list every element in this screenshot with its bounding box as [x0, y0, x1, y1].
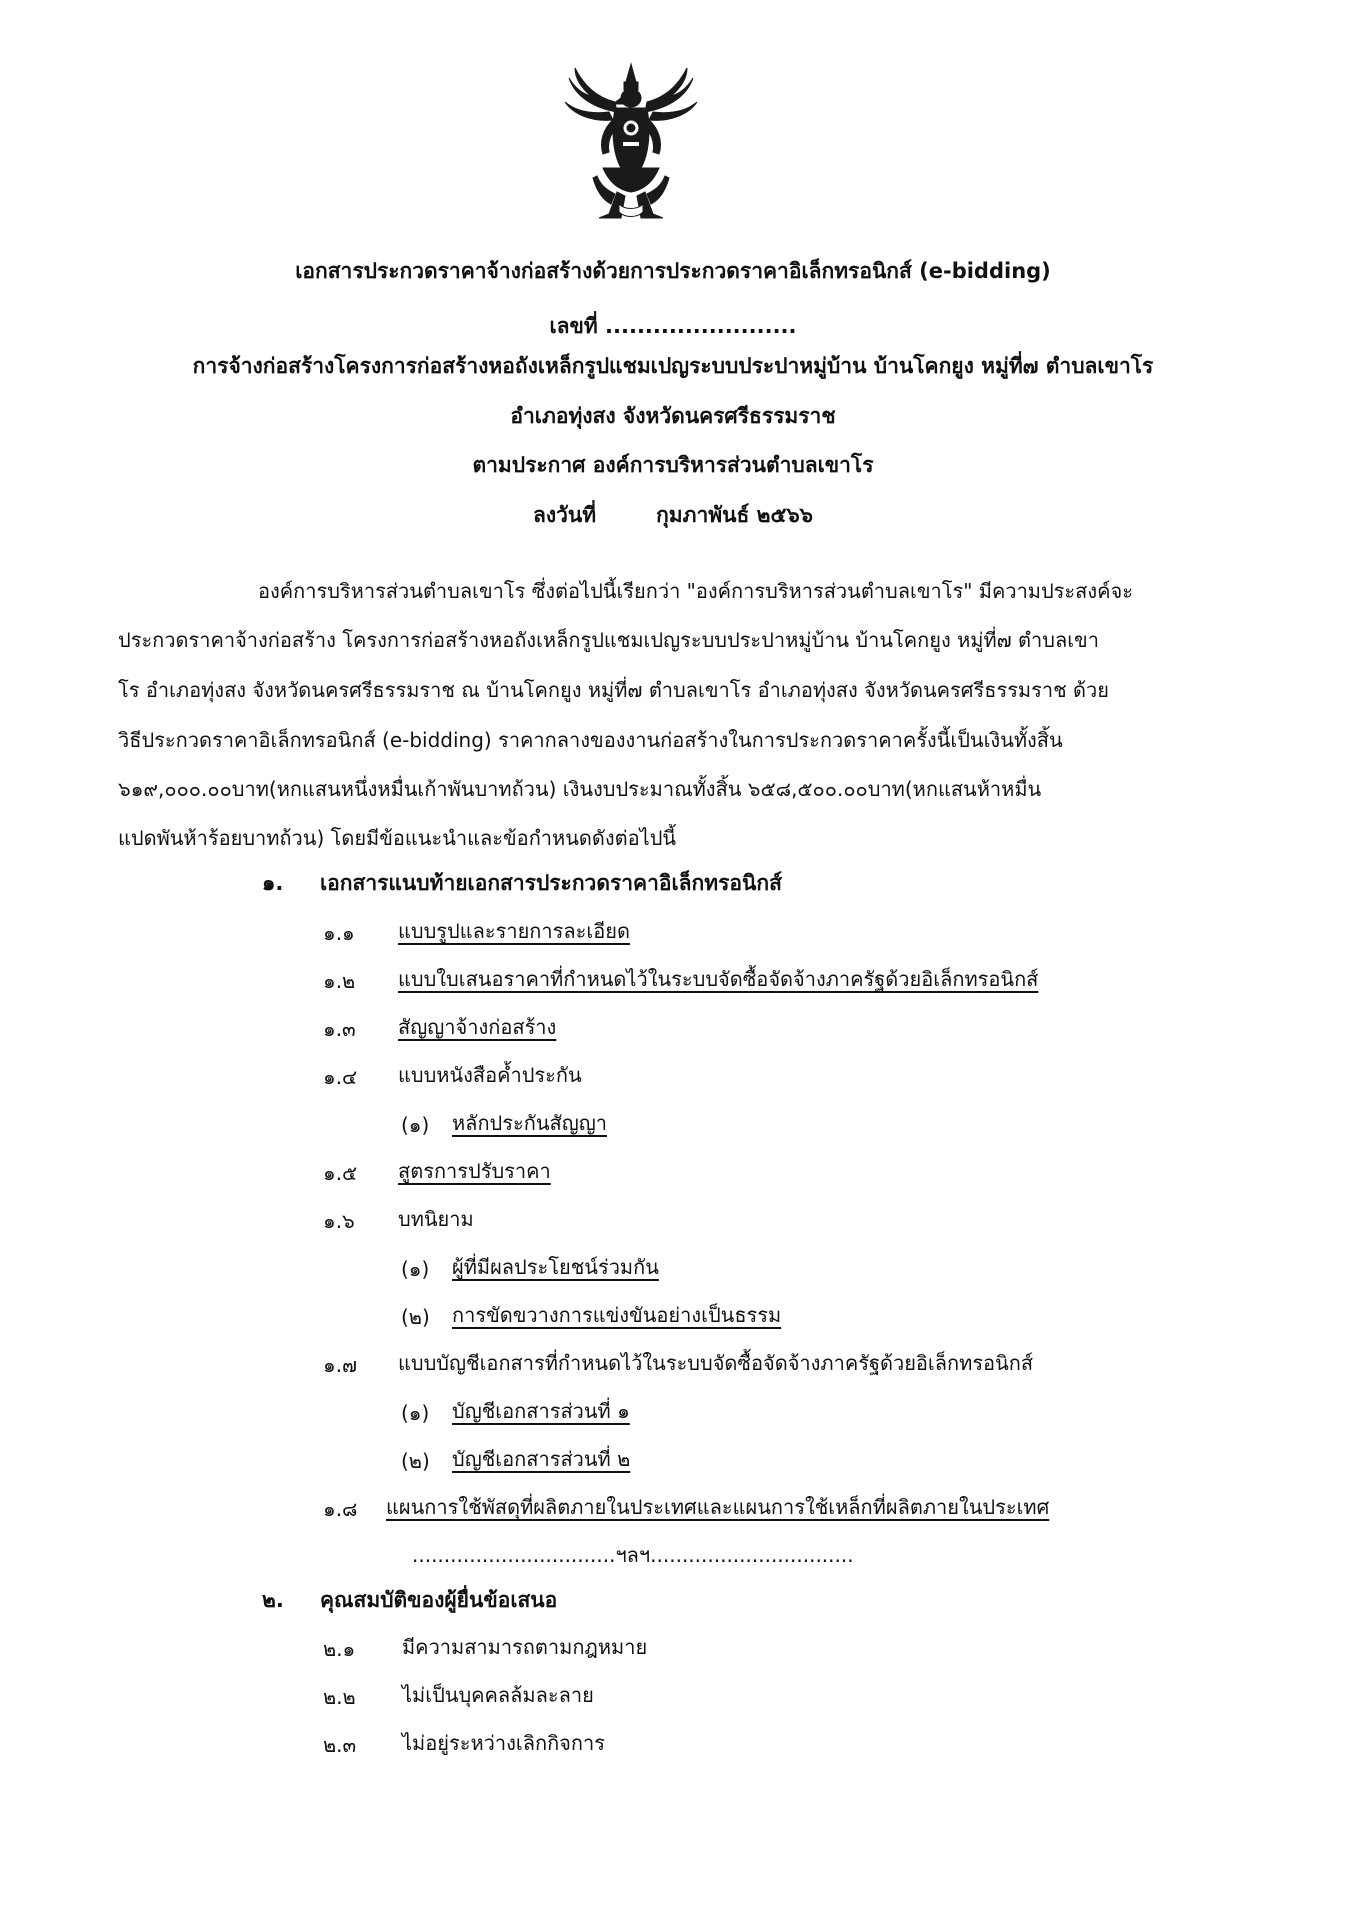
attachment-link[interactable]: ผู้ที่มีผลประโยชน์ร่วมกัน — [452, 1255, 659, 1279]
attachment-link[interactable]: แบบใบเสนอราคาที่กำหนดไว้ในระบบจัดซื้อจัดจ้างภาครัฐด้วยอิเล็กทรอนิกส์ — [398, 967, 1039, 991]
section1-title: เอกสารแนบท้ายเอกสารประกวดราคาอิเล็กทรอนิกส์ — [320, 871, 782, 895]
list-item-number: ๒.๓ — [323, 1733, 357, 1757]
list-subitem-number: (๑) — [401, 1113, 430, 1137]
attachment-link[interactable]: สัญญาจ้างก่อสร้าง — [398, 1015, 557, 1039]
list-item-text: ไม่อยู่ระหว่างเลิกกิจการ — [402, 1731, 605, 1755]
intro-line: แปดพันห้าร้อยบาทถ้วน) โดยมีข้อแนะนำและข้อกำหนดดังต่อไปนี้ — [118, 826, 677, 850]
list-subitem-number: (๑) — [401, 1401, 430, 1425]
list-subitem-number: (๒) — [401, 1305, 430, 1329]
intro-line: ๖๑๙,๐๐๐.๐๐บาท(หกแสนหนึ่งหมื่นเก้าพันบาทถ้วน) เงินงบประมาณทั้งสิ้น ๖๕๘,๕๐๐.๐๐บาท(หกแสนห้าหมื่น — [118, 777, 1042, 801]
attachment-link[interactable]: การขัดขวางการแข่งขันอย่างเป็นธรรม — [452, 1303, 782, 1327]
attachment-link[interactable]: บัญชีเอกสารส่วนที่ ๑ — [452, 1399, 630, 1423]
intro-line: โร อำเภอทุ่งสง จังหวัดนครศรีธรรมราช ณ บ้านโคกยูง หมู่ที่๗ ตำบลเขาโร อำเภอทุ่งสง จังหวัดนครศรีธรรมราช ด้วย — [118, 678, 1109, 702]
section2-title: คุณสมบัติของผู้ยื่นข้อเสนอ — [320, 1588, 558, 1612]
continuation-marker: ................................ฯลฯ................................ — [412, 1543, 854, 1567]
attachment-link[interactable]: แผนการใช้พัสดุที่ผลิตภายในประเทศและแผนการใช้เหล็กที่ผลิตภายในประเทศ — [386, 1495, 1050, 1519]
announcement-date — [0, 502, 1346, 528]
attachment-link[interactable]: สูตรการปรับราคา — [398, 1159, 551, 1183]
attachment-link[interactable]: บัญชีเอกสารส่วนที่ ๒ — [452, 1447, 631, 1471]
list-item-number: ๑.๗ — [323, 1353, 358, 1377]
section1-number: ๑. — [262, 871, 284, 895]
date-value: กุมภาพันธ์ ๒๕๖๖ — [656, 503, 814, 527]
list-item-number: ๑.๖ — [323, 1209, 355, 1233]
list-item-text: มีความสามารถตามกฎหมาย — [402, 1635, 648, 1659]
attachment-link[interactable]: หลักประกันสัญญา — [452, 1111, 608, 1135]
list-item-text: บทนิยาม — [398, 1207, 474, 1231]
list-item-number: ๒.๒ — [323, 1685, 356, 1709]
section2-number: ๒. — [262, 1588, 284, 1612]
project-title-line1: การจ้างก่อสร้างโครงการก่อสร้างหอถังเหล็กรูปแชมเปญระบบประปาหมู่บ้าน บ้านโคกยูง หมู่ที่๗ ตำบลเขาโร — [192, 354, 1154, 378]
list-item-number: ๑.๕ — [323, 1161, 358, 1185]
document-number: เลขที่ ........................ — [549, 314, 797, 338]
list-item-number: ๑.๑ — [323, 921, 355, 945]
intro-line: องค์การบริหารส่วนตำบลเขาโร ซึ่งต่อไปนี้เรียกว่า "องค์การบริหารส่วนตำบลเขาโร" มีความประสงค์จะ — [258, 579, 1133, 603]
list-item-number: ๑.๘ — [323, 1497, 358, 1521]
list-item-number: ๑.๒ — [323, 969, 356, 993]
date-label: ลงวันที่ — [532, 503, 597, 527]
garuda-emblem-icon — [563, 58, 699, 228]
list-item-text: ไม่เป็นบุคคลล้มละลาย — [402, 1683, 594, 1707]
attachment-link[interactable]: แบบรูปและรายการละเอียด — [398, 919, 630, 943]
intro-line: ประกวดราคาจ้างก่อสร้าง โครงการก่อสร้างหอถังเหล็กรูปแชมเปญระบบประปาหมู่บ้าน บ้านโคกยูง หมู่ที่๗ ตำบลเขา — [118, 628, 1099, 652]
project-title-line2: อำเภอทุ่งสง จังหวัดนครศรีธรรมราช — [510, 404, 836, 428]
list-item-number: ๑.๔ — [323, 1065, 358, 1089]
list-subitem-number: (๒) — [401, 1449, 430, 1473]
list-subitem-number: (๑) — [401, 1257, 430, 1281]
document-title: เอกสารประกวดราคาจ้างก่อสร้างด้วยการประกวดราคาอิเล็กทรอนิกส์ (e-bidding) — [295, 259, 1051, 283]
announcement-line: ตามประกาศ องค์การบริหารส่วนตำบลเขาโร — [472, 453, 874, 477]
list-item-text: แบบหนังสือค้ำประกัน — [398, 1063, 582, 1087]
list-item-number: ๒.๑ — [323, 1637, 356, 1661]
intro-line: วิธีประกวดราคาอิเล็กทรอนิกส์ (e-bidding) ราคากลางของงานก่อสร้างในการประกวดราคาครั้งนี้เป็นเงินทั้งสิ้น — [118, 728, 1063, 752]
list-item-number: ๑.๓ — [323, 1017, 356, 1041]
list-item-text: แบบบัญชีเอกสารที่กำหนดไว้ในระบบจัดซื้อจัดจ้างภาครัฐด้วยอิเล็กทรอนิกส์ — [398, 1351, 1034, 1375]
